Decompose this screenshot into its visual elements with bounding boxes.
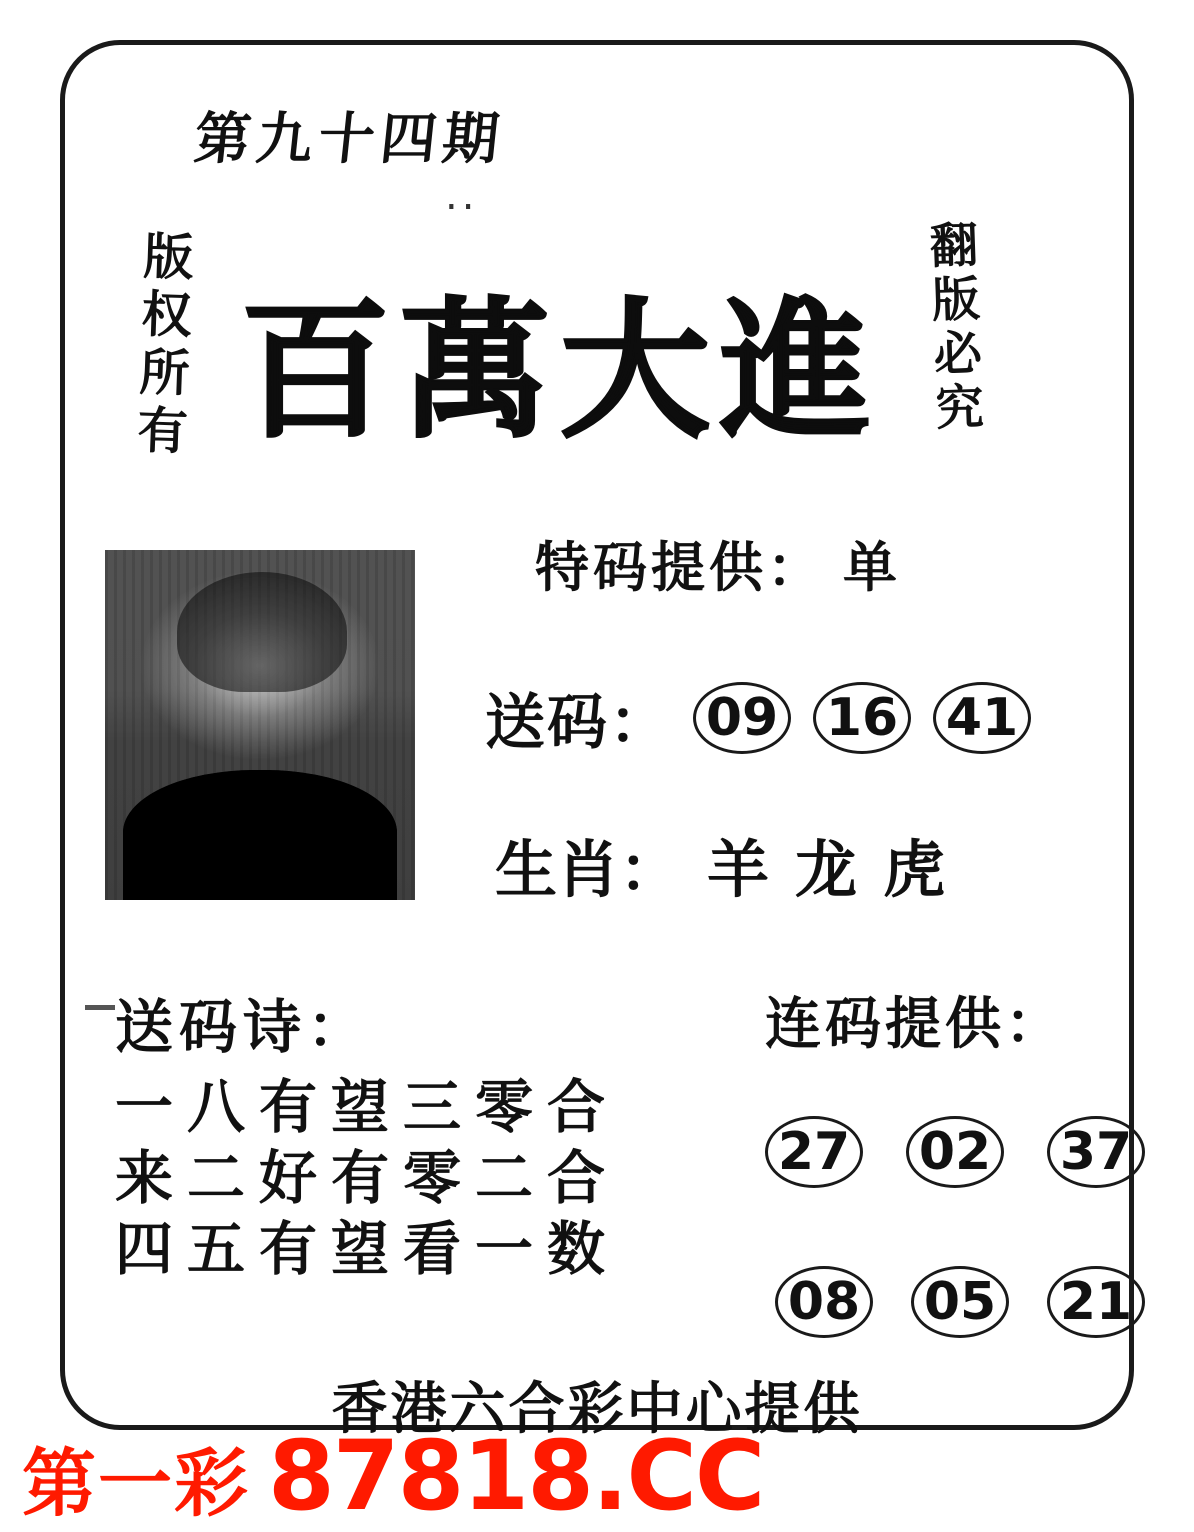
special-code-label: 特码提供： <box>535 535 825 599</box>
lianma-row-1 <box>765 1116 1145 1188</box>
zodiac-label: 生肖： <box>495 833 682 906</box>
watermark <box>22 1420 763 1532</box>
watermark-brand: 第一彩 <box>22 1441 250 1527</box>
portrait-photo <box>105 550 415 900</box>
lianma-ball-5: 05 <box>911 1266 1009 1338</box>
lianma-row-2 <box>765 1266 1145 1338</box>
special-code-value: 单 <box>843 535 901 599</box>
poem-line-2: 来二好有零二合 <box>115 1143 620 1212</box>
send-code-ball-3: 41 <box>933 682 1031 754</box>
send-code-ball-1: 09 <box>693 682 791 754</box>
copyright-right-text: 翻版必究 <box>920 219 985 437</box>
zodiac-3: 虎 <box>883 833 946 906</box>
lianma-ball-3: 37 <box>1047 1116 1145 1188</box>
page-title: 百萬大進 <box>240 283 881 459</box>
watermark-url: 87818.CC <box>268 1420 764 1532</box>
lianma-ball-6: 21 <box>1047 1266 1145 1338</box>
copyright-left-text: 版权所有 <box>128 229 196 463</box>
lianma-ball-2: 02 <box>906 1116 1004 1188</box>
zodiac-row <box>495 820 945 909</box>
poem-title: 送码诗： <box>115 993 372 1061</box>
zodiac-1: 羊 <box>707 833 770 906</box>
send-code-label: 送码： <box>485 688 671 758</box>
lottery-card <box>60 40 1134 1442</box>
zodiac-2: 龙 <box>795 833 858 906</box>
lianma-block <box>765 980 1145 1338</box>
edge-mark <box>85 1005 115 1010</box>
issue-number: 第九十四期 <box>191 106 509 172</box>
lianma-ball-1: 27 <box>765 1116 863 1188</box>
poem-line-3: 四五有望看一数 <box>115 1214 620 1283</box>
send-code-ball-2: 16 <box>813 682 911 754</box>
portrait-body <box>123 770 397 900</box>
lianma-title: 连码提供： <box>765 991 1065 1057</box>
send-code-row <box>485 675 1031 761</box>
lianma-ball-4: 08 <box>775 1266 873 1338</box>
decorative-dots: .. <box>445 173 479 219</box>
special-code-row <box>535 525 901 602</box>
footer-source-text: 香港六合彩中心提供 <box>331 1376 863 1442</box>
poem-line-1: 一八有望三零合 <box>115 1073 620 1141</box>
poem-block <box>115 980 619 1284</box>
portrait-hair <box>177 572 347 692</box>
